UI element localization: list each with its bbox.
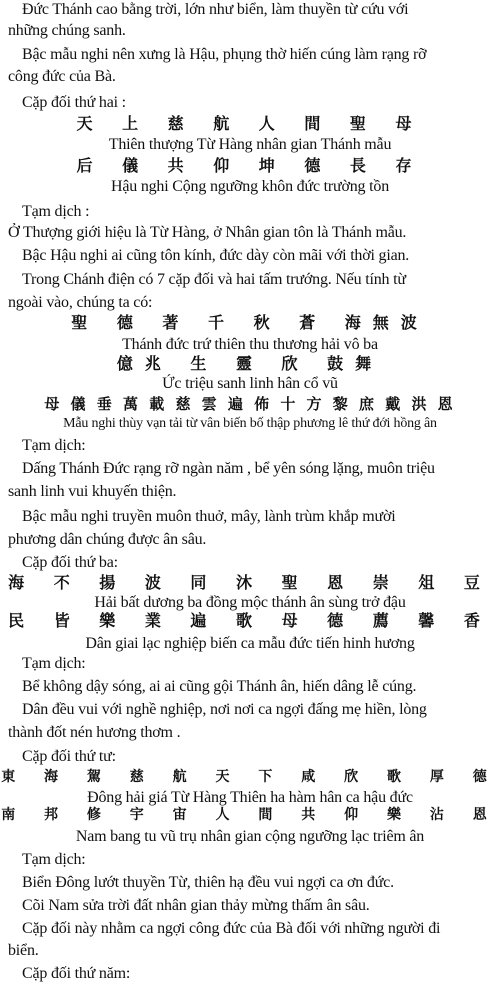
paragraph-line: thành đốt nén hương thơm . [8, 724, 181, 741]
paragraph-line: Trong Chánh điện có 7 cặp đối và hai tấm trướng. Nếu tính từ [22, 271, 406, 288]
couplet-transliteration: Thiên thượng Từ Hàng nhân gian Thánh mẫu [108, 136, 392, 153]
couplet-han-line: 母 儀 垂 萬 載 慈 雲 遍 佈 十 方 黎 庶 戴 洪 恩 [44, 395, 456, 413]
couplet-han-line: 天 上 慈 航 人 間 聖 母 [76, 114, 424, 133]
couplet-han-line: 后 儀 共 仰 坤 德 長 存 [76, 156, 424, 175]
couplet-han-line: 聖 德 著 千 秋 蒼 海無波 [71, 313, 429, 332]
paragraph-line: sanh linh vui khuyến thiện. [8, 483, 177, 500]
paragraph-line: Bậc mẫu nghi truyền muôn thuở, mây, lành trùm khắp mười [22, 508, 396, 525]
couplet-transliteration: Dân giai lạc nghiệp biến ca mẫu đức tiến hinh hương [85, 635, 415, 652]
paragraph-line: Ở Thượng giới hiệu là Từ Hàng, ở Nhân gian tôn là Thánh mẫu. [8, 224, 407, 241]
couplet-han-line: 民 皆 樂 業 遍 歌 母 德 薦 馨 香 [8, 611, 492, 630]
section-heading: Cặp đối thứ hai : [22, 94, 126, 111]
section-heading: Tạm dịch: [22, 851, 86, 868]
couplet-han-line: 海 不 揚 波 同 沐 聖 恩 崇 俎 豆 [8, 573, 492, 592]
paragraph-line: biển. [8, 942, 39, 959]
section-heading: Cặp đối thứ ba: [22, 554, 118, 571]
couplet-transliteration: Ức triệu sanh linh hân cổ vũ [162, 375, 338, 392]
paragraph-line: công đức của Bà. [8, 68, 116, 85]
paragraph-line: Đức Thánh cao bằng trời, lớn như biển, làm thuyền từ cứu với [22, 1, 409, 18]
paragraph-line: Cõi Nam sửa trời đất nhân gian thảy mừng thấm ân sâu. [22, 897, 370, 914]
section-heading: Cặp đối thứ năm: [22, 965, 131, 982]
paragraph-line: Bậc mẫu nghi nên xưng là Hậu, phụng thờ hiến cúng làm rạng rỡ [22, 46, 427, 63]
paragraph-line: những chúng sanh. [8, 22, 126, 39]
paragraph-line: Biển Đông lướt thuyền Từ, thiên hạ đều vui ngợi ca ơn đức. [22, 874, 394, 891]
couplet-transliteration: Hải bất dương ba đồng mộc thánh ân sùng trở đậu [94, 594, 406, 611]
paragraph-line: Bể không dậy sóng, ai ai cũng gội Thánh ân, hiến dâng lễ cúng. [22, 678, 417, 695]
section-heading: Tạm dịch : [22, 203, 90, 220]
couplet-han-line: 億兆 生 靈 欣 鼓舞 [116, 354, 384, 373]
couplet-han-line: 南 邦 修 宇 宙 人 間 共 仰 樂 沾 恩 [1, 807, 499, 823]
couplet-transliteration: Thánh đức trứ thiên thu thương hải vô ba [122, 336, 378, 353]
couplet-transliteration: Đông hải giá Từ Hàng Thiên ha hàm hân ca hậu đức [87, 789, 413, 806]
paragraph-line: Bậc Hậu nghi ai cũng tôn kính, đức dày còn mãi với thời gian. [22, 247, 410, 264]
paragraph-line: Cặp đối này nhằm ca ngợi công đức của Bà đối với những người đi [22, 920, 441, 937]
section-heading: Tạm dịch: [22, 437, 86, 454]
couplet-han-line: 東 海 駕 慈 航 天 下 咸 欣 歌 厚 德 [1, 769, 499, 785]
couplet-transliteration: Hậu nghi Cộng ngưỡng khôn đức trường tồn [110, 178, 390, 195]
section-heading: Cặp đối thứ tư: [22, 748, 116, 765]
couplet-transliteration: Nam bang tu vũ trụ nhân gian cộng ngưỡng lạc triêm ân [75, 828, 425, 845]
paragraph-line: phương dân chúng được ân sâu. [8, 531, 207, 548]
paragraph-line: ngoài vào, chúng ta có: [8, 294, 153, 311]
couplet-transliteration: Mẫu nghi thùy vạn tải từ vân biến bố thập phương lê thứ đới hồng ân [63, 416, 437, 431]
paragraph-line: Dấng Thánh Đức rạng rỡ ngàn năm , bể yên sóng lặng, muôn triệu [22, 460, 435, 477]
section-heading: Tạm dịch: [22, 655, 86, 672]
paragraph-line: Dân đều vui với nghề nghiệp, nơi nơi ca ngợi đấng mẹ hiền, lòng [22, 701, 427, 718]
